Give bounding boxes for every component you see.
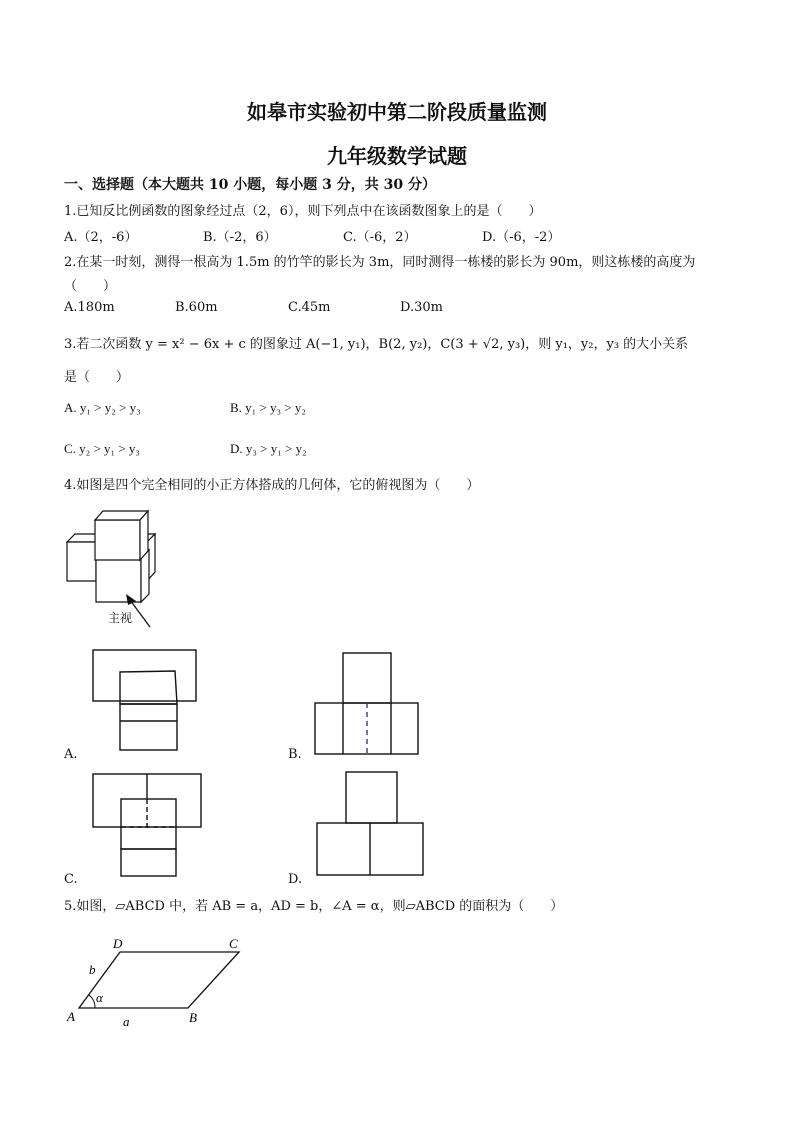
option-a-figure (90, 648, 200, 753)
question-4-stem: 4.如图是四个完全相同的小正方体搭成的几何体，它的俯视图为（ ） (64, 478, 480, 493)
question-5-stem: 5.如图，▱ABCD 中，若 AB = a，AD = b，∠A = α，则▱ABCD 的面积为（ ） (64, 899, 564, 914)
page-title: 如皋市实验初中第二阶段质量监测 (247, 100, 547, 124)
option-b-figure (312, 652, 422, 756)
question-3-stem-cont: 是（ ） (64, 370, 130, 385)
q1-option-c: C.（-6，2） (343, 230, 417, 245)
side-b-label: b (89, 962, 96, 977)
question-2-stem: 2.在某一时刻，测得一根高为 1.5m 的竹竿的影长为 3m，同时测得一栋楼的影长为 90m，则这栋楼的高度为 (64, 255, 696, 270)
point-a-label: A (67, 1009, 75, 1024)
q1-option-b: B.（-2，6） (203, 230, 277, 245)
q4-option-d-label: D. (288, 872, 303, 887)
q3-option-d: D. y₃ > y₁ > y₂ (230, 441, 307, 456)
q2-option-a: A.180m (64, 300, 115, 315)
q4-option-b-label: B. (288, 747, 302, 762)
angle-alpha-label: α (96, 990, 103, 1005)
question-2-stem-cont: （ ） (64, 279, 117, 294)
point-c-label: C (229, 936, 238, 951)
q1-option-d: D.（-6，-2） (482, 230, 561, 245)
option-d-figure (314, 770, 429, 878)
view-arrow-icon (130, 600, 150, 627)
q2-option-b: B.60m (175, 300, 218, 315)
q2-option-d: D.30m (400, 300, 443, 315)
option-c-figure (90, 772, 205, 880)
page-subtitle: 九年级数学试题 (327, 144, 467, 168)
parallelogram-figure (62, 932, 252, 1032)
point-d-label: D (113, 936, 123, 951)
q4-option-a-label: A. (64, 747, 78, 762)
side-a-label: a (123, 1014, 130, 1029)
q3-option-b: B. y₁ > y₃ > y₂ (230, 400, 306, 415)
question-1-stem: 1.已知反比例函数的图象经过点（2，6），则下列点中在该函数图象上的是（ ） (64, 204, 542, 219)
q2-option-c: C.45m (288, 300, 331, 315)
view-label: 主视 (108, 611, 133, 625)
question-3-stem: 3.若二次函数 y = x² − 6x + c 的图象过 A(−1, y₁)，B(2, y₂)，C(3 + √2, y₃)，则 y₁，y₂，y₃ 的大小关系 (64, 337, 689, 352)
q3-option-a: A. y₁ > y₂ > y₃ (64, 400, 141, 415)
q4-option-c-label: C. (64, 872, 78, 887)
section-heading: 一、选择题（本大题共 10 小题，每小题 3 分，共 30 分） (64, 177, 436, 193)
point-b-label: B (189, 1010, 197, 1025)
q1-option-a: A.（2，-6） (64, 230, 138, 245)
q3-option-c: C. y₂ > y₁ > y₃ (64, 441, 140, 456)
